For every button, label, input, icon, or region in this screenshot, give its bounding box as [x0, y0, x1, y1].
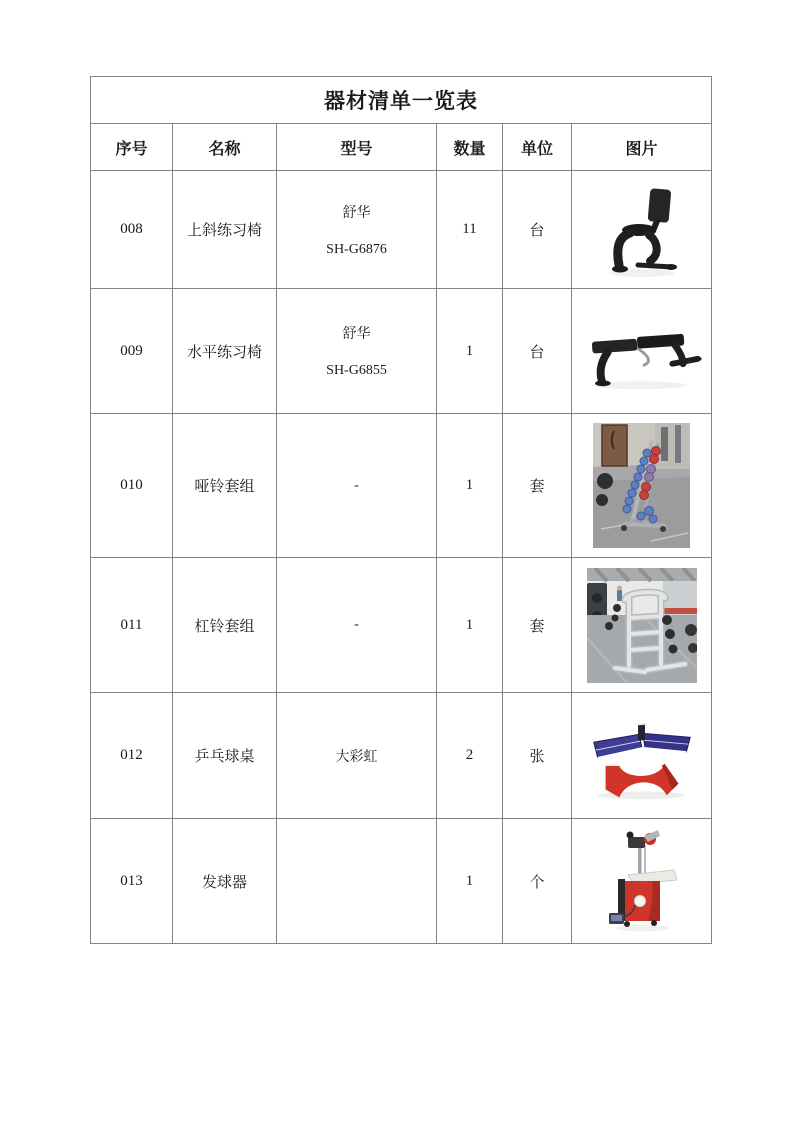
cell-name — [173, 289, 277, 414]
cell-name — [173, 819, 277, 944]
cell-qty — [437, 171, 503, 289]
row-qty: 2 — [465, 747, 474, 763]
cell-image — [572, 693, 712, 819]
table-row — [91, 289, 712, 414]
row-name: 哑铃套组 — [194, 479, 255, 495]
row-unit: 套 — [529, 479, 545, 495]
flat-exercise-bench-photo — [577, 307, 707, 395]
cell-qty — [437, 289, 503, 414]
row-qty: 1 — [465, 342, 474, 359]
row-name: 发球器 — [201, 874, 247, 891]
cell-name — [173, 558, 277, 693]
table-title — [91, 77, 712, 124]
table-row — [91, 171, 712, 289]
cell-unit — [503, 171, 572, 289]
header-no-label: 序号 — [115, 140, 148, 158]
cell-unit — [503, 693, 572, 819]
model-line-2: SH-G6855 — [326, 363, 387, 378]
barbell-set-rack-photo — [587, 568, 697, 683]
header-image-label: 图片 — [625, 140, 658, 158]
table-row — [91, 558, 712, 693]
dumbbell-set-rack-photo — [593, 423, 690, 548]
incline-exercise-chair-photo — [592, 177, 692, 282]
header-unit-label: 单位 — [520, 140, 553, 158]
cell-no — [91, 558, 173, 693]
header-unit — [503, 124, 572, 171]
header-image — [572, 124, 712, 171]
cell-model — [277, 414, 437, 558]
row-unit: 个 — [529, 874, 545, 891]
model-line-1: - — [354, 617, 359, 632]
model-line-1: 大彩虹 — [335, 749, 378, 765]
table-row — [91, 414, 712, 558]
cell-no — [91, 819, 173, 944]
table-title-text: 器材清单一览表 — [324, 89, 479, 113]
row-no: 009 — [120, 342, 143, 359]
ball-serving-machine-photo — [594, 829, 689, 934]
row-unit: 套 — [529, 618, 545, 635]
cell-image — [572, 558, 712, 693]
row-unit: 张 — [529, 749, 545, 765]
equipment-table — [90, 76, 712, 944]
cell-model — [277, 693, 437, 819]
header-qty-label: 数量 — [453, 140, 486, 158]
row-no: 008 — [120, 221, 143, 237]
cell-model — [277, 558, 437, 693]
cell-no — [91, 693, 173, 819]
row-unit: 台 — [529, 344, 545, 361]
cell-model — [277, 171, 437, 289]
row-qty: 1 — [465, 616, 474, 633]
cell-no — [91, 414, 173, 558]
row-name: 乒乓球桌 — [194, 749, 255, 765]
row-no: 010 — [120, 477, 143, 493]
cell-image — [572, 414, 712, 558]
cell-no — [91, 171, 173, 289]
cell-image — [572, 171, 712, 289]
ping-pong-table-photo — [578, 706, 706, 806]
row-qty: 1 — [465, 477, 474, 493]
header-model — [277, 124, 437, 171]
cell-name — [173, 693, 277, 819]
row-name: 杠铃套组 — [194, 618, 255, 635]
row-name: 上斜练习椅 — [186, 223, 262, 239]
cell-name — [173, 414, 277, 558]
row-no: 013 — [120, 872, 143, 889]
cell-unit — [503, 289, 572, 414]
cell-qty — [437, 414, 503, 558]
cell-qty — [437, 819, 503, 944]
cell-qty — [437, 558, 503, 693]
model-line-1: 舒华 — [342, 205, 371, 221]
cell-name — [173, 171, 277, 289]
row-qty: 11 — [462, 221, 477, 237]
header-no — [91, 124, 173, 171]
row-no: 011 — [120, 616, 143, 633]
table-row — [91, 693, 712, 819]
cell-no — [91, 289, 173, 414]
row-no: 012 — [120, 747, 143, 763]
row-qty: 1 — [465, 872, 474, 889]
model-line-2: SH-G6876 — [326, 241, 387, 257]
header-name-label: 名称 — [208, 140, 241, 158]
cell-unit — [503, 819, 572, 944]
cell-image — [572, 289, 712, 414]
cell-image — [572, 819, 712, 944]
row-name: 水平练习椅 — [186, 344, 262, 361]
table-row — [91, 819, 712, 944]
header-name — [173, 124, 277, 171]
cell-model — [277, 819, 437, 944]
cell-unit — [503, 414, 572, 558]
header-model-label: 型号 — [340, 140, 373, 158]
cell-unit — [503, 558, 572, 693]
model-line-1: - — [354, 477, 359, 493]
header-qty — [437, 124, 503, 171]
row-unit: 台 — [529, 223, 545, 239]
cell-model — [277, 289, 437, 414]
cell-qty — [437, 693, 503, 819]
model-line-1: 舒华 — [342, 327, 371, 342]
